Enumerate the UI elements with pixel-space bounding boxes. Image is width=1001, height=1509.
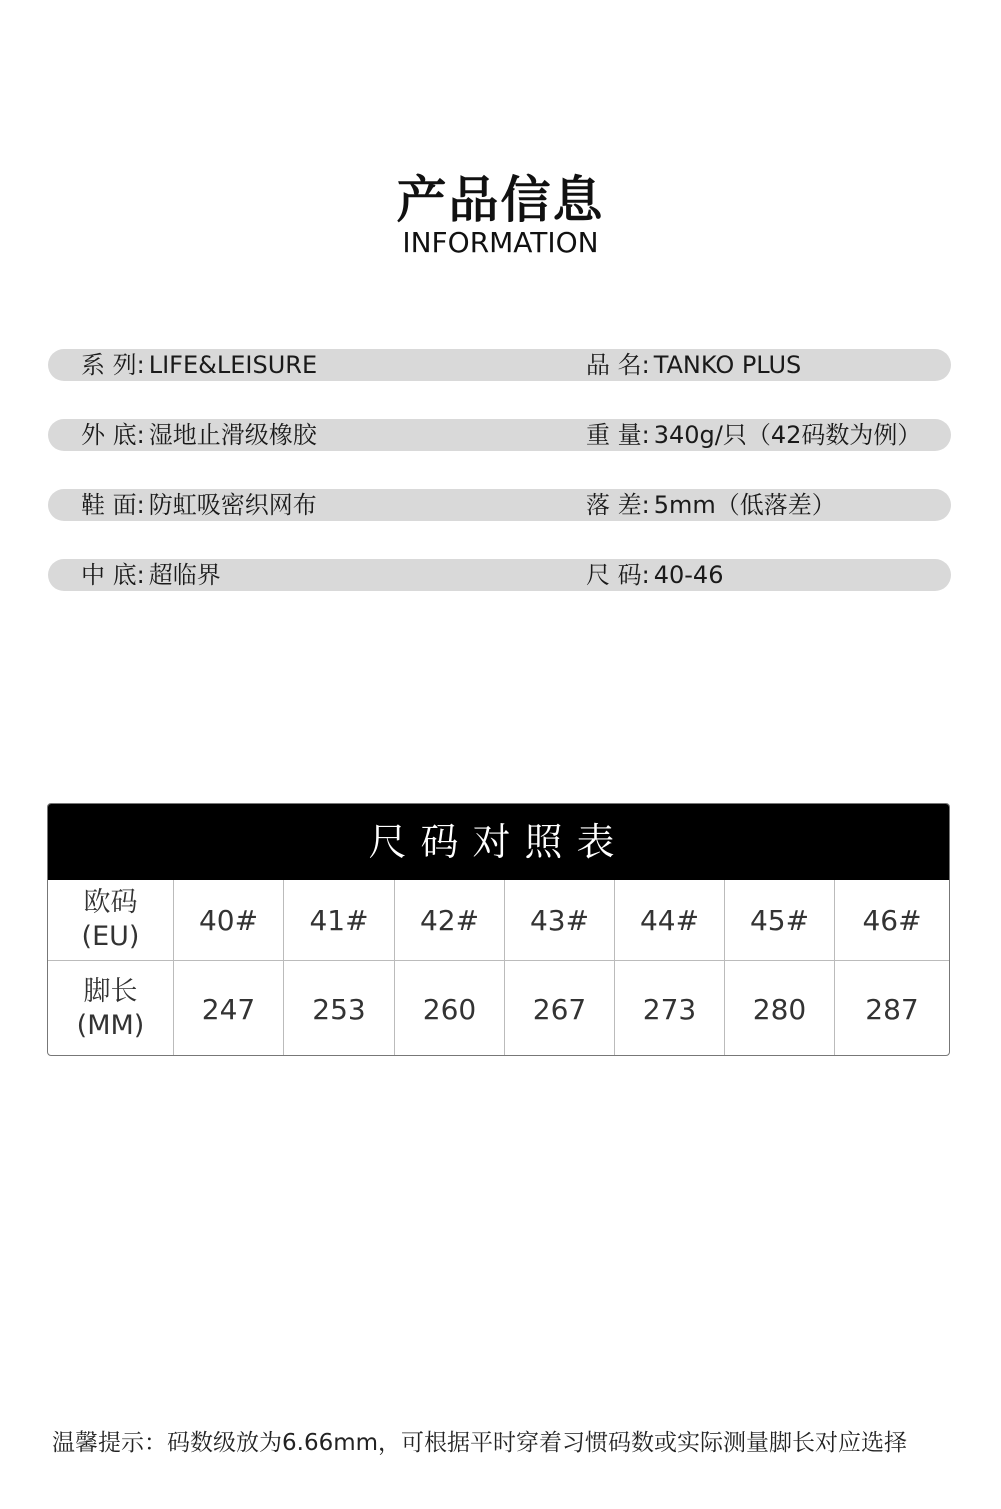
info-value: TANKO PLUS	[653, 351, 802, 379]
row-header-line: (MM)	[76, 1010, 145, 1041]
row-header-line: 欧码	[83, 887, 138, 918]
info-left	[81, 349, 317, 381]
table-cell: 46#	[862, 903, 922, 937]
info-row	[48, 489, 951, 521]
table-cell: 44#	[615, 880, 725, 960]
row-header-line: 脚长	[83, 976, 138, 1007]
info-label: 重 量:	[586, 421, 650, 449]
page-title-cn: 产品信息	[396, 171, 605, 229]
size-chart-table	[47, 803, 950, 1056]
table-cell: 267	[505, 961, 615, 1056]
info-label: 中 底:	[81, 561, 145, 589]
info-value: 防虹吸密织网布	[148, 491, 317, 519]
info-value: 340g/只（42码数为例）	[653, 421, 922, 449]
info-label: 鞋 面:	[81, 491, 145, 519]
table-cell: 287	[865, 992, 919, 1026]
table-cell: 280	[725, 961, 835, 1056]
info-value: 湿地止滑级橡胶	[148, 421, 317, 449]
table-cell: 41#	[284, 880, 395, 960]
table-cell: 43#	[505, 880, 615, 960]
info-left	[81, 489, 317, 521]
info-right	[586, 559, 723, 591]
info-left	[81, 419, 317, 451]
info-label: 品 名:	[586, 351, 650, 379]
info-label: 外 底:	[81, 421, 145, 449]
page-title-en: INFORMATION	[402, 226, 599, 259]
table-row-eu	[48, 880, 949, 961]
table-cell: 247	[174, 961, 284, 1056]
info-row	[48, 419, 951, 451]
info-label: 尺 码:	[586, 561, 650, 589]
row-header	[48, 880, 174, 960]
info-value: 超临界	[148, 561, 221, 589]
info-left	[81, 559, 221, 591]
table-cell: 45#	[725, 880, 835, 960]
info-right	[586, 489, 836, 521]
info-row	[48, 559, 951, 591]
size-chart-title: 尺码对照表	[48, 804, 949, 880]
footer-tip: 温馨提示：码数级放为6.66mm，可根据平时穿着习惯码数或实际测量脚长对应选择	[52, 1430, 908, 1456]
info-value: 40-46	[653, 561, 724, 589]
table-row-foot-length	[48, 961, 949, 1056]
row-header-line: (EU)	[81, 921, 140, 952]
table-cell: 42#	[395, 880, 505, 960]
info-label: 系 列:	[81, 351, 145, 379]
table-cell: 273	[615, 961, 725, 1056]
info-right	[586, 349, 801, 381]
info-value: LIFE&LEISURE	[148, 351, 318, 379]
table-cell: 260	[395, 961, 505, 1056]
row-header	[48, 961, 174, 1056]
table-cell: 40#	[174, 880, 284, 960]
info-right	[586, 419, 921, 451]
table-cell: 253	[284, 961, 395, 1056]
info-value: 5mm（低落差）	[653, 491, 836, 519]
info-label: 落 差:	[586, 491, 650, 519]
info-row	[48, 349, 951, 381]
